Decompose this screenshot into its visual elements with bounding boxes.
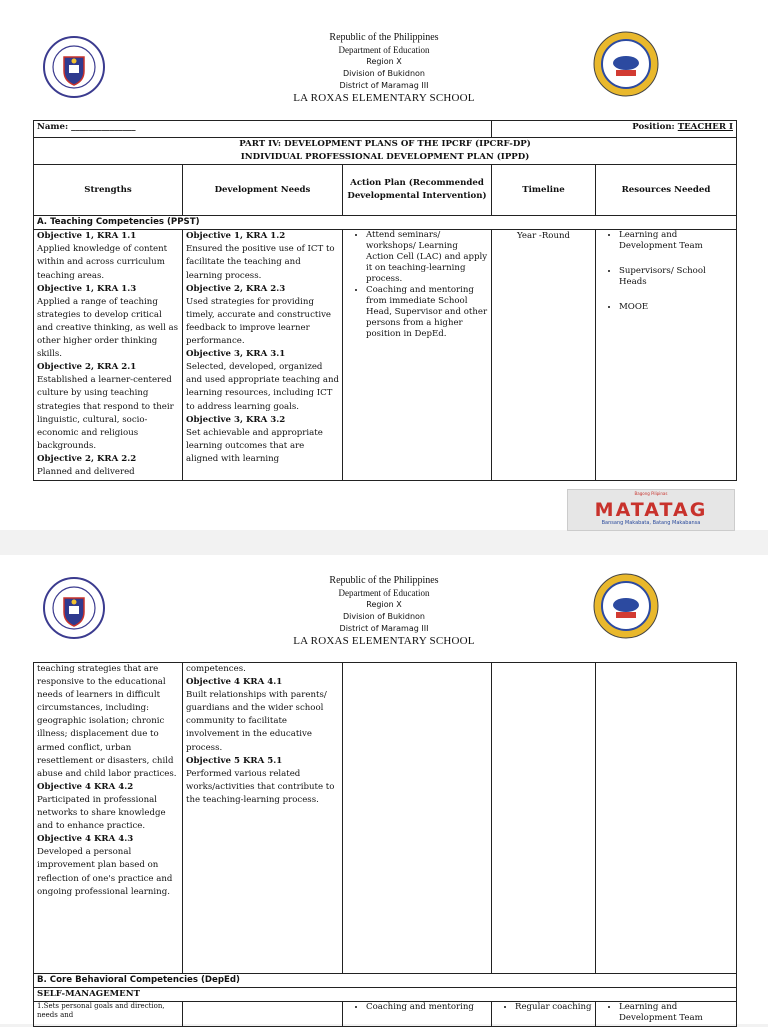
district-line: District of Maramag III — [339, 81, 429, 90]
document-page-2 — [0, 555, 768, 1024]
form-title-ippd: INDIVIDUAL PROFESSIONAL DEVELOPMENT PLAN (IPPD) — [240, 152, 530, 163]
ipcrf-table-page-2 — [33, 662, 737, 1027]
division-line: Division of Bukidnon — [342, 612, 426, 621]
department-line: Department of Education — [338, 45, 430, 55]
school-seal-icon — [592, 572, 660, 640]
school-name: LA ROXAS ELEMENTARY SCHOOL — [293, 635, 475, 647]
badge-word: MATATAG — [594, 499, 708, 521]
department-line: Department of Education — [338, 588, 430, 598]
need-item: Objective 4 KRA 4.1 Built relationships with parents/ guardians and the wider school community to facilitate involvement in the educative process. — [186, 677, 327, 753]
col-header-resources: Resources Needed — [596, 165, 737, 216]
self-management-timeline — [492, 1002, 596, 1027]
self-management-need — [183, 1002, 343, 1027]
resources-cell — [596, 663, 737, 974]
strength-item: Objective 1, KRA 1.3 Applied a range of teaching strategies to develop critical and creative thinking, as well as other higher order thinking skills. — [37, 283, 179, 360]
strengths-cell — [34, 663, 183, 974]
col-header-action-plan: Action Plan (Recommended Developmental Intervention) — [343, 165, 492, 216]
region-line: Region X — [366, 600, 402, 609]
action-item: • Attend seminars/ workshops/ Learning Action Cell (LAC) and apply it on teaching-learning process. — [366, 230, 488, 285]
name-field: Name: _______________ — [34, 121, 492, 138]
district-line: District of Maramag III — [339, 624, 429, 633]
strength-item: Objective 1, KRA 1.1 Applied knowledge of content within and across curriculum teaching areas. — [37, 231, 168, 281]
republic-line: Republic of the Philippines — [329, 575, 439, 586]
strength-item: Objective 2, KRA 2.2 Planned and delivered — [37, 453, 137, 477]
page-header — [0, 555, 768, 662]
action-item: • Coaching and mentoring — [366, 1002, 488, 1013]
position-value: TEACHER I — [677, 122, 734, 132]
self-management-label: SELF-MANAGEMENT — [34, 988, 737, 1002]
resource-item: • Learning and Development Team — [619, 230, 733, 252]
matatag-logo — [567, 489, 735, 531]
timeline-item: • Regular coaching — [515, 1002, 592, 1013]
form-title-part4: PART IV: DEVELOPMENT PLANS OF THE IPCRF (IPCRF-DP) — [239, 139, 531, 149]
development-needs-cell — [183, 230, 343, 481]
need-item: Objective 3, KRA 3.2 Set achievable and appropriate learning outcomes that are aligned with learning — [186, 414, 323, 464]
resource-item: • Supervisors/ School Heads — [619, 266, 733, 288]
form-title — [34, 138, 737, 165]
section-b-label: B. Core Behavioral Competencies (DepEd) — [34, 974, 737, 988]
col-header-strengths: Strengths — [34, 165, 183, 216]
action-plan-cell — [343, 663, 492, 974]
development-needs-cell — [183, 663, 343, 974]
school-seal-icon — [592, 30, 660, 98]
col-header-development-needs: Development Needs — [183, 165, 343, 216]
action-plan-cell — [343, 230, 492, 481]
self-management-action — [343, 1002, 492, 1027]
need-item: Objective 1, KRA 1.2 Ensured the positive use of ICT to facilitate the teaching and learning process. — [186, 231, 335, 281]
badge-tagline: Bansang Makabata, Batang Makabansa — [601, 520, 701, 526]
ipcrf-table-page-1 — [33, 120, 737, 481]
need-item: Objective 2, KRA 2.3 Used strategies for providing timely, accurate and constructive feedback to improve learner performance. — [186, 283, 332, 347]
resource-item: • MOOE — [619, 302, 733, 313]
timeline-cell — [492, 663, 596, 974]
need-item: Objective 3, KRA 3.1 Selected, developed, organized and used appropriate teaching and learning resources, including ICT to address learning goals. — [186, 349, 340, 412]
badge-top-text: Bagong Pilipinas — [634, 491, 668, 496]
strength-item: Objective 4 KRA 4.2 Participated in professional networks to share knowledge and to enhance practice. — [37, 781, 166, 832]
region-line: Region X — [366, 57, 402, 66]
self-management-resources — [596, 1002, 737, 1027]
need-item: competences. — [186, 664, 246, 674]
resources-cell — [596, 230, 737, 481]
position-field: Position: TEACHER I — [492, 121, 737, 138]
strengths-cell — [34, 230, 183, 481]
self-management-strength: 1.Sets personal goals and direction, needs and — [34, 1002, 183, 1027]
strength-item: teaching strategies that are responsive to the educational needs of learners in difficult circumstances, including: geographic isolation; chronic illness; displacement due to armed conflict, urban resettlement or disasters, child abuse and child labor practices. — [37, 664, 177, 779]
col-header-timeline: Timeline — [492, 165, 596, 216]
action-item: • Coaching and mentoring from immediate School Head, Supervisor and other persons from a higher position in DepEd. — [366, 285, 488, 340]
need-item: Objective 5 KRA 5.1 Performed various related works/activities that contribute to the teaching-learning process. — [186, 755, 335, 805]
division-line: Division of Bukidnon — [342, 69, 426, 78]
republic-line: Republic of the Philippines — [329, 32, 439, 43]
resource-item: • Learning and Development Team — [619, 1002, 733, 1024]
timeline-cell: Year -Round — [492, 230, 596, 481]
strength-item: Objective 4 KRA 4.3 Developed a personal improvement plan based on reflection of one's practice and ongoing professional learning. — [37, 834, 173, 897]
section-a-label: A. Teaching Competencies (PPST) — [34, 216, 737, 230]
page-header — [0, 0, 768, 120]
school-name: LA ROXAS ELEMENTARY SCHOOL — [293, 92, 475, 104]
strength-item: Objective 2, KRA 2.1 Established a learner-centered culture by using teaching strategies that respond to their linguistic, cultural, socio-economic and religious backgrounds. — [37, 362, 174, 451]
